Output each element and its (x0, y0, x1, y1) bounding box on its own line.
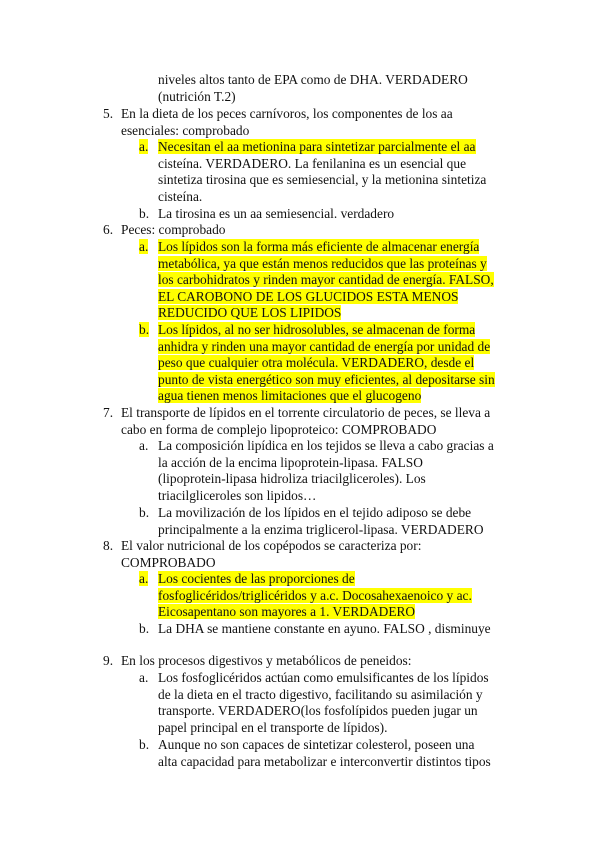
option-text (158, 505, 516, 538)
text-line: la acción de la encima lipoprotein-lipasa. FALSO (158, 454, 423, 470)
highlighted-line: los carbohidratos y rinden mayor cantidad de energía. FALSO, (158, 272, 494, 288)
highlighted-line: REDUCIDO QUE LOS LIPIDOS (158, 305, 342, 321)
option-letter: b. (139, 621, 150, 636)
text-line: Los fosfoglicéridos actúan como emulsificantes de los lípidos (158, 670, 489, 685)
text-line: esenciales: comprobado (121, 122, 250, 138)
question-text (121, 106, 521, 139)
option-letter: b. (139, 206, 150, 221)
text-line: (lipoprotein-lipasa hidroliza triacilgliceroles). Los (158, 471, 426, 487)
continuation-text (158, 72, 468, 105)
highlighted-line: Los lípidos son la forma más eficiente de almacenar energía (158, 239, 480, 254)
text-line: Aunque no son capaces de sintetizar colesterol, poseen una (158, 737, 475, 752)
text-line: Peces: comprobado (121, 222, 226, 237)
text-line: principalmente a la enzima triglicerol-lipasa. VERDADERO (158, 521, 484, 537)
option-text (158, 239, 516, 322)
highlighted-line: Eicosapentano son mayores a 1. VERDADERO (158, 604, 416, 620)
highlighted-line: Los cocientes de las proporciones de (158, 571, 355, 586)
option-letter: a. (139, 670, 149, 685)
option-letter: a. (139, 239, 149, 254)
item-number: 8. (103, 538, 114, 553)
text-line: niveles altos tanto de EPA como de DHA. VERDADERO (158, 72, 468, 87)
text-line: COMPROBADO (121, 554, 216, 570)
option-letter: a. (139, 438, 149, 453)
question-text (121, 653, 521, 670)
text-line: cabo en forma de complejo lipoproteico: COMPROBADO (121, 421, 437, 437)
text-line: alta capacidad para metabolizar e interconvertir distintos tipos (158, 753, 491, 769)
text-line: (nutrición T.2) (158, 88, 236, 104)
highlighted-line: EL CAROBONO DE LOS GLUCIDOS ESTA MENOS (158, 288, 459, 304)
text-line: La movilización de los lípidos en el tejido adiposo se debe (158, 505, 472, 520)
text-line: La DHA se mantiene constante en ayuno. FALSO , disminuye (158, 621, 491, 636)
text-line: triacilgliceroles son lipidos… (158, 487, 317, 503)
text-line: La composición lipídica en los tejidos se lleva a cabo gracias a (158, 438, 494, 453)
item-number: 6. (103, 222, 114, 237)
question-text (121, 538, 521, 571)
option-text (158, 438, 516, 504)
option-text (158, 139, 516, 205)
highlighted-line: fosfoglicéridos/triglicéridos y a.c. Docosahexaenoico y ac. (158, 587, 472, 603)
text-line: cisteína. (158, 188, 203, 204)
option-letter: a. (139, 139, 149, 154)
text-line: La tirosina es un aa semiesencial. verdadero (158, 206, 395, 221)
option-letter: a. (139, 571, 149, 586)
option-letter: b. (139, 737, 150, 752)
text-line: El transporte de lípidos en el torrente circulatorio de peces, se lleva a (121, 405, 491, 420)
text-line: cisteína. VERDADERO. La fenilanina es un esencial que (158, 155, 467, 171)
option-letter: b. (139, 505, 150, 520)
highlighted-line: Necesitan el aa metionina para sintetizar parcialmente el aa (158, 139, 476, 154)
highlighted-line: peso que cualquier otra molécula. VERDADERO, desde el (158, 355, 475, 371)
item-number: 5. (103, 106, 114, 121)
highlighted-line: Los lípidos, al no ser hidrosolubles, se almacenan de forma (158, 322, 476, 337)
highlighted-line: punto de vista energético son muy eficientes, al depositarse sin (158, 371, 495, 387)
text-line: En la dieta de los peces carnívoros, los componentes de los aa (121, 106, 453, 121)
option-text (158, 621, 516, 638)
item-number: 7. (103, 405, 114, 420)
text-line: de la dieta en el tracto digestivo, facilitando su asimilación y (158, 686, 483, 702)
option-letter: b. (139, 322, 150, 337)
option-text (158, 206, 516, 223)
highlighted-line: anhidra y rinden una mayor cantidad de energía por unidad de (158, 338, 491, 354)
text-line: En los procesos digestivos y metabólicos de peneidos: (121, 653, 412, 668)
option-text (158, 737, 516, 770)
option-text (158, 322, 516, 405)
question-text (121, 405, 521, 438)
highlighted-line: agua tienen menos limitaciones que el glucogeno (158, 388, 422, 404)
option-text (158, 670, 516, 736)
text-line: sintetiza tirosina que es semiesencial, y la metionina sintetiza (158, 172, 487, 188)
text-line: El valor nutricional de los copépodos se caracteriza por: (121, 538, 422, 553)
text-line: transporte. VERDADERO(los fosfolípidos pueden jugar un (158, 703, 478, 719)
highlighted-line: metabólica, ya que están menos reducidos que las proteínas y (158, 255, 487, 271)
option-text (158, 571, 516, 621)
item-number: 9. (103, 653, 114, 668)
question-text (121, 222, 521, 239)
text-line: papel principal en el transporte de lípidos). (158, 719, 388, 735)
